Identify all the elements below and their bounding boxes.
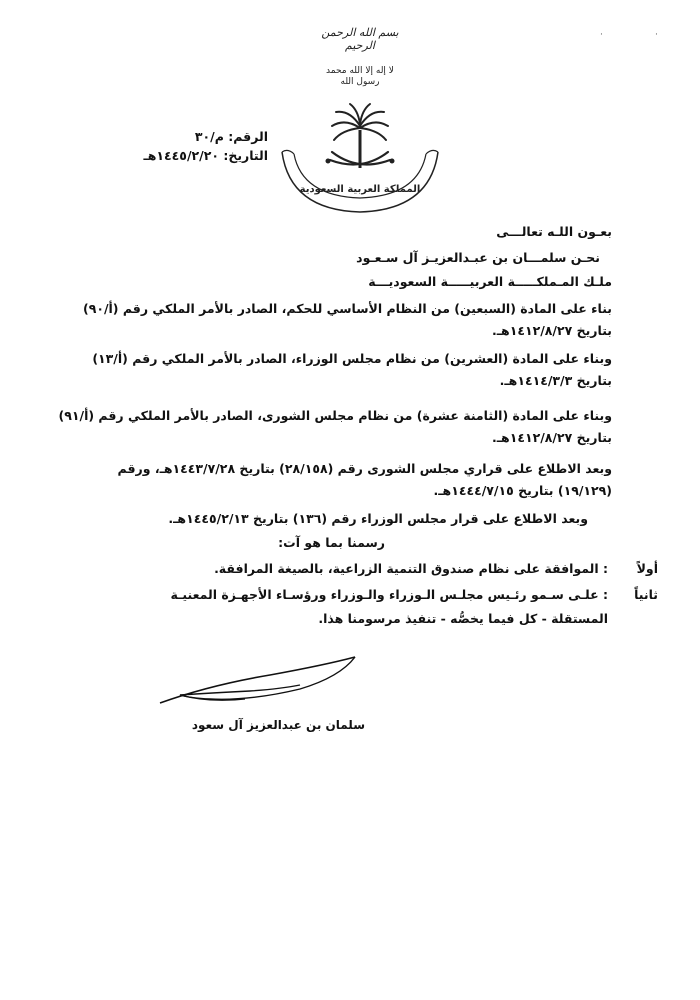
article-1-label: أولاً [636,561,658,576]
decree-intro: رسمنا بما هو آت: [278,535,385,550]
king-name: نحـن سلمـــان بن عبـدالعزيـز آل سـعـود [356,250,600,265]
emblem-inscription: لا إله إلا الله محمد رسول الله [326,66,394,87]
article-1-text: : الموافقة على نظام صندوق التنمية الزراعية، بالصيغة المرافقة. [214,561,608,576]
article-2-label: ثانياً [634,587,658,602]
saudi-emblem-icon [270,60,450,220]
reference-block [118,127,268,165]
clause-3-line-1: وبناء على المادة (الثامنة عشرة) من نظام مجلس الشورى، الصادر بالأمر الملكي رقم (أ/٩١) [58,408,612,423]
article-2-text-line-2: المستقلة - كل فيما يخصُّه - تنفيذ مرسومنا هذا. [318,611,608,626]
emblem-ring-text: المملكة العربية السعودية [299,184,421,195]
clause-2-line-2: بتاريخ ١٤١٤/٣/٣هـ. [499,373,612,388]
clause-4-line-2: (١٩/١٢٩) بتاريخ ١٤٤٤/٧/١٥هـ. [433,483,612,498]
clause-1-line-2: بتاريخ ١٤١٢/٨/٢٧هـ. [492,323,612,338]
clause-2-line-1: وبناء على المادة (العشرين) من نظام مجلس الوزراء، الصادر بالأمر الملكي رقم (أ/١٣) [92,351,612,366]
clause-4-line-1: وبعد الاطلاع على قراري مجلس الشورى رقم (٢٨/١٥٨) بتاريخ ١٤٤٣/٧/٢٨هـ، ورقم [117,461,612,476]
signatory-name: سلمان بن عبدالعزيز آل سعود [191,718,365,732]
clause-3-line-2: بتاريخ ١٤١٢/٨/٢٧هـ. [492,430,612,445]
basmala: بسم الله الرحمن الرحيم [321,26,399,52]
clause-1-line-1: بناء على المادة (السبعين) من النظام الأساسي للحكم، الصادر بالأمر الملكي رقم (أ/٩٠) [82,301,612,316]
royal-signature [150,655,360,715]
clause-5: وبعد الاطلاع على قرار مجلس الوزراء رقم (١٣٦) بتاريخ ١٤٤٥/٢/١٣هـ. [168,511,588,526]
scan-mark: · [600,30,603,40]
invocation: بعـون اللـه تعالـــى [496,224,612,239]
decree-number: الرقم: م/٣٠ [194,129,268,144]
article-2-text-line-1: : علـى سـمو رئـيس مجلـس الـوزراء والـوزراء ورؤسـاء الأجهـزة المعنيـة [170,587,608,602]
decree-date: التاريخ: ١٤٤٥/٢/٢٠هـ [143,148,268,163]
king-title: ملـك المـملكـــــة العربيـــــة السعوديـــة [368,274,612,289]
scan-mark: · [655,30,658,40]
